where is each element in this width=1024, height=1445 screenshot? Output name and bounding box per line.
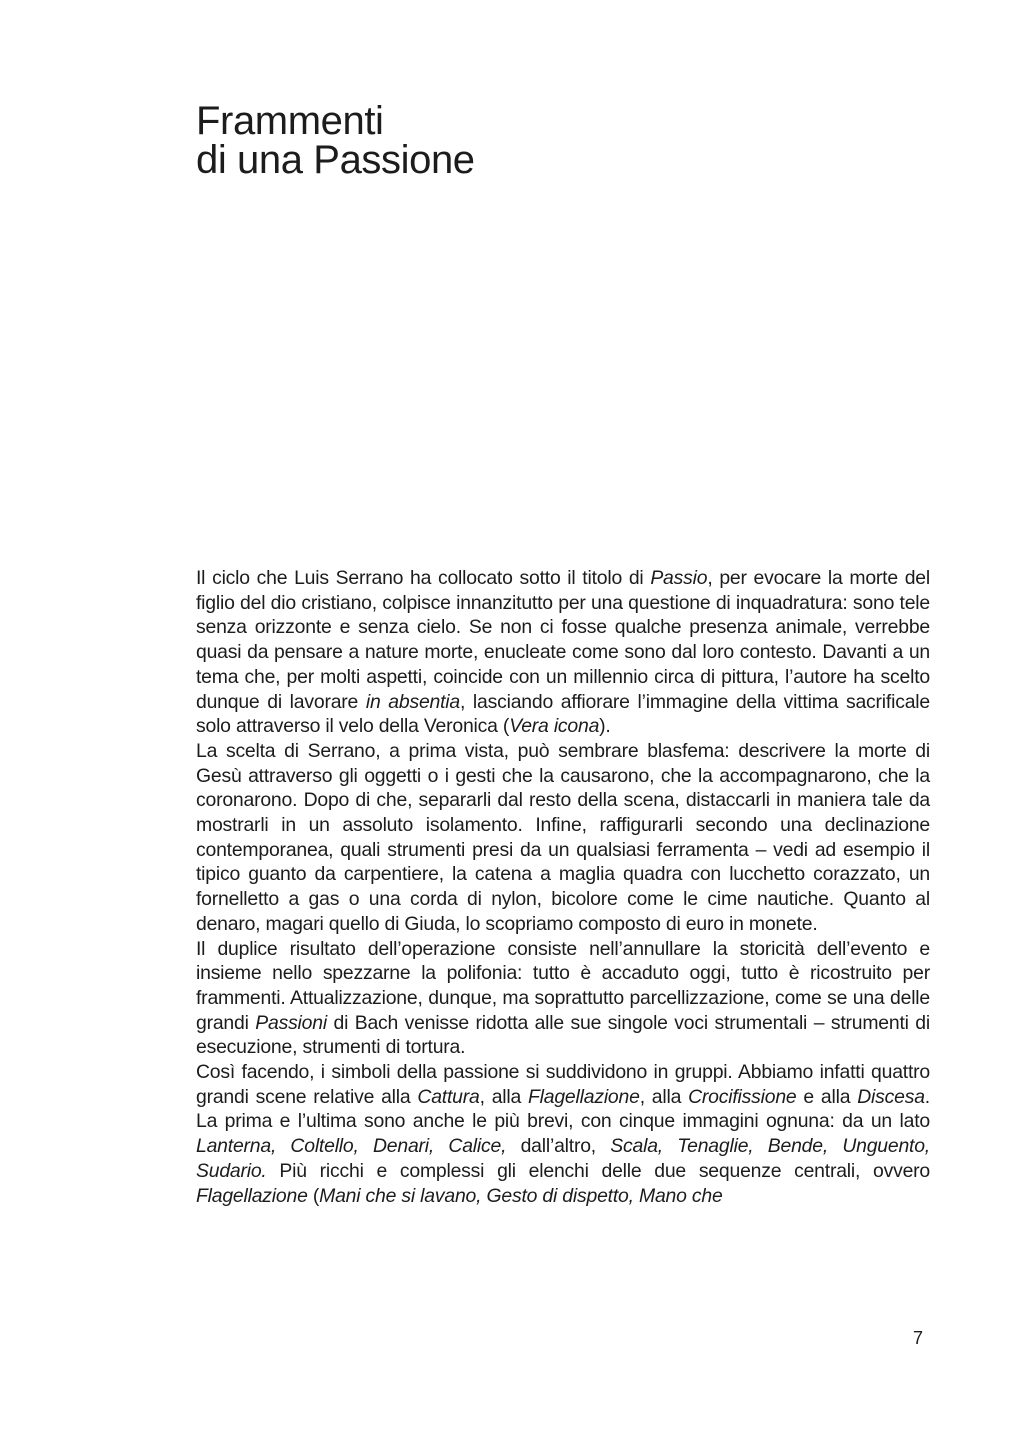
body-text [196,566,930,1208]
paragraph-4: Così facendo, i simboli della passione si suddividono in gruppi. Abbiamo infatti quattro grandi scene relative alla Cattura, alla Flagellazione, alla Crocifissione e alla Discesa. La prima e l’ultima sono anche le più brevi, con cinque immagini ognuna: da un lato Lanterna, Coltello, Denari, Calice, dall’altro, Scala, Tenaglie, Bende, Unguento, Sudario. Più ricchi e complessi gli elenchi delle due sequenze centrali, ovvero Flagellazione (Mani che si lavano, Gesto di dispetto, Mano che [196,1061,930,1207]
title-line-2: di una Passione [196,138,475,182]
page-number: 7 [912,1328,923,1348]
paragraph-3: Il duplice risultato dell’operazione consiste nell’annullare la storicità dell’evento e insieme nello spezzarne la polifonia: tutto è accaduto oggi, tutto è ricostruito per frammenti. Attualizzazione, dunque, ma soprattutto parcellizzazione, come se una delle grandi Passioni di Bach venisse ridotta alle sue singole voci strumentali – strumenti di esecuzione, strumenti di tortura. [196,937,930,1059]
title-line-1: Frammenti [196,99,384,143]
paragraph-2: La scelta di Serrano, a prima vista, può sembrare blasfema: descrivere la morte di Gesù attraverso gli oggetti o i gesti che la causarono, che la accompagnarono, che la coronarono. Dopo di che, separarli dal resto della scena, distaccarli in maniera tale da mostrarli in un assoluto isolamento. Infine, raffigurarli secondo una declinazione contemporanea, quali strumenti presi da un qualsiasi ferramenta – vedi ad esempio il tipico guanto da carpentiere, la catena a maglia quadra con lucchetto corazzato, un fornelletto a gas o una corda di nylon, bicolore come le cime nautiche. Quanto al denaro, magari quello di Giuda, lo scopriamo composto di euro in monete. [196,739,930,935]
paragraph-1: Il ciclo che Luis Serrano ha collocato sotto il titolo di Passio, per evocare la morte del figlio del dio cristiano, colpisce innanzitutto per una questione di inquadratura: sono tele senza orizzonte e senza cielo. Se non ci fosse qualche presenza animale, verrebbe quasi da pensare a nature morte, enucleate come sono dal loro contesto. Davanti a un tema che, per molti aspetti, coincide con un millennio circa di pittura, l’autore ha scelto dunque di lavorare in absentia, lasciando affiorare l’immagine della vittima sacrificale solo attraverso il velo della Veronica (Vera icona). [196,567,930,738]
page-title [196,99,475,182]
